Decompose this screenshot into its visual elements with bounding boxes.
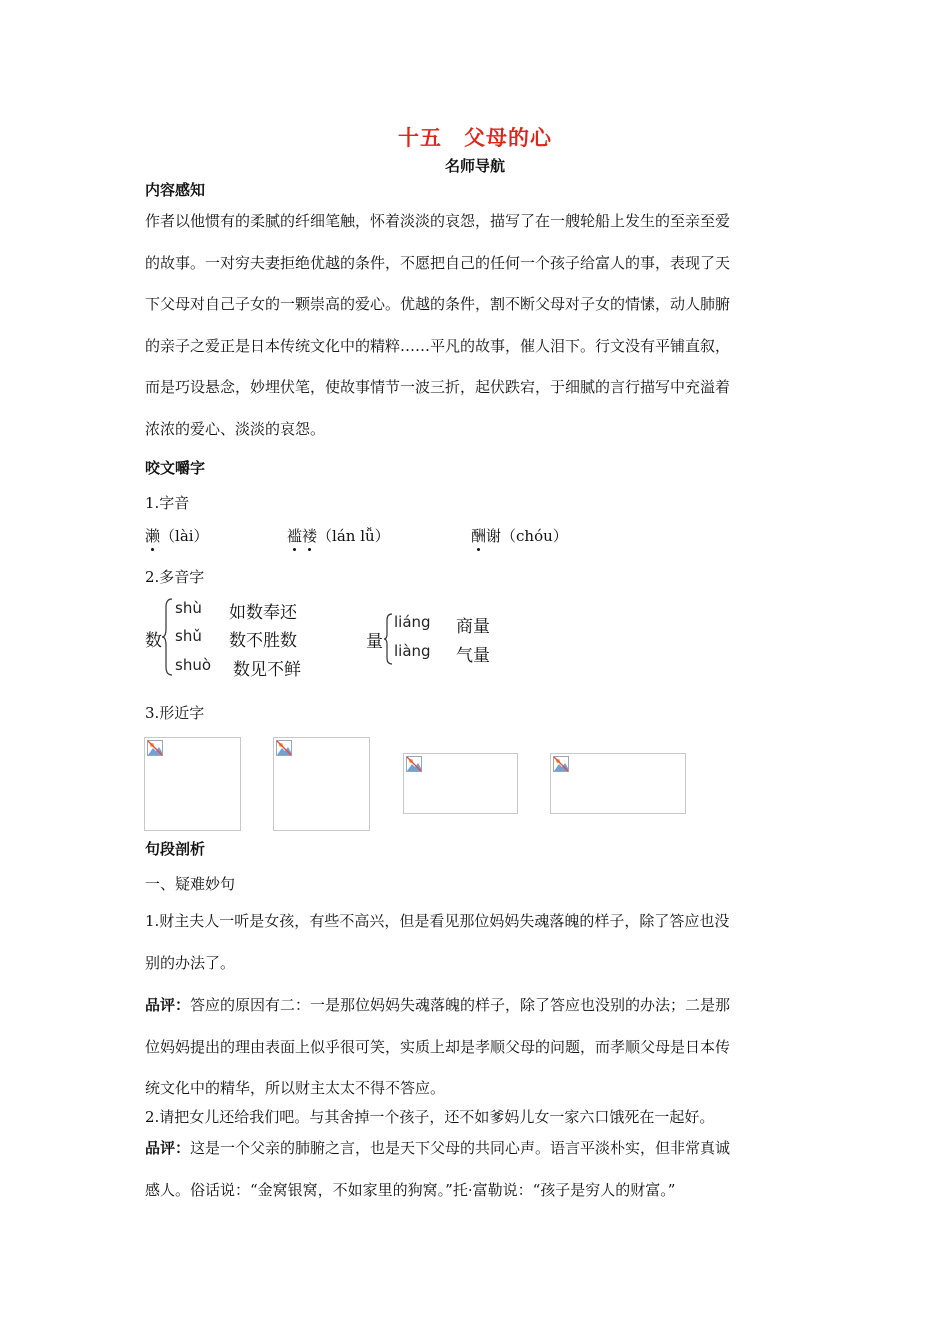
sentence-1 [145,901,810,984]
zi-yin-item [145,525,209,546]
pinyin: （lán lǚ） [317,527,390,545]
pinyin: shǔ [175,627,202,645]
comment-label: 品评： [145,996,191,1014]
image-placeholder [144,737,241,831]
pinyin: shù [175,599,202,617]
xing-jin-label: 3.形近字 [145,704,205,722]
paragraph-line: 1.财主夫人一听是女孩，有些不高兴，但是看见那位妈妈失魂落魄的样子，除了答应也没 [145,912,730,930]
paragraph-line: 感人。俗话说：“金窝银窝，不如家里的狗窝。”托·富勒说：“孩子是穷人的财富。” [145,1180,676,1199]
paragraph-line: 位妈妈提出的理由表面上似乎很可笑，实质上却是孝顺父母的问题，而孝顺父母是日本传 [145,1037,731,1056]
paragraph-line: 而是巧设悬念，妙埋伏笔，使故事情节一波三折，起伏跌宕，于细腻的言行描写中充溢着 [145,378,731,397]
zi-yin-item [287,525,390,546]
content-summary-paragraph [145,201,810,451]
paragraph-line: 答应的原因有二：一是那位妈妈失魂落魄的样子，除了答应也没别的办法；二是那 [190,996,731,1014]
section-heading-analysis: 句段剖析 [145,840,206,858]
section-heading-content: 内容感知 [145,181,206,199]
dotted-char: 酬 [471,527,487,545]
dotted-char: 褛 [302,527,318,545]
example-word: 如数奉还 [229,603,297,623]
image-placeholder [550,753,686,814]
section-heading-words: 咬文嚼字 [145,459,206,477]
paragraph-line: 下父母对自己子女的一颗崇高的爱心。优越的条件，割不断父母对子女的情愫，动人肺腑 [145,295,731,314]
paragraph-line: 这是一个父亲的肺腑之言，也是天下父母的共同心声。语言平淡朴实，但非常真诚 [190,1139,731,1157]
subsection-heading: 一、疑难妙句 [145,875,236,893]
example-word: 气量 [456,646,490,666]
broken-image-icon [276,740,292,756]
brace-icon [383,612,393,666]
broken-image-icon [147,740,163,756]
broken-image-icon [553,756,569,772]
pinyin: liáng [394,613,431,631]
zi-yin-label: 1.字音 [145,494,190,512]
broken-image-icon [406,756,422,772]
paragraph-line: 浓浓的爱心、淡淡的哀怨。 [145,419,326,438]
paragraph-line: 统文化中的精华，所以财主太太不得不答应。 [145,1079,446,1098]
pinyin: shuò [175,656,212,674]
comment-1 [145,985,810,1110]
pinyin: （lài） [160,527,209,545]
char: 谢 [486,527,502,545]
paragraph-line: 别的办法了。 [145,953,236,972]
paragraph-line: 作者以他惯有的柔腻的纤细笔触，怀着淡淡的哀怨，描写了在一艘轮船上发生的至亲至爱 [145,212,731,230]
polyphone-char-shu: 数 [145,631,162,651]
image-placeholder [273,737,370,831]
comment-2 [145,1128,810,1211]
page-title: 十五 父母的心 [398,126,552,150]
example-word: 数见不鲜 [233,660,301,680]
paragraph-line: 的亲子之爱正是日本传统文化中的精粹……平凡的故事，催人泪下。行文没有平铺直叙， [145,336,731,355]
sentence-2: 2.请把女儿还给我们吧。与其舍掉一个孩子，还不如爹妈儿女一家六口饿死在一起好。 [145,1108,715,1126]
duo-yin-label: 2.多音字 [145,568,205,586]
dotted-char: 褴 [287,527,303,545]
example-word: 数不胜数 [229,631,297,651]
page-subtitle: 名师导航 [444,157,505,175]
pinyin: liàng [394,642,431,660]
zi-yin-item [471,525,568,546]
paragraph-line: 的故事。一对穷夫妻拒绝优越的条件，不愿把自己的任何一个孩子给富人的事，表现了天 [145,253,731,272]
comment-label: 品评： [145,1139,191,1157]
example-word: 商量 [456,617,490,637]
dotted-char: 濑 [145,527,161,545]
polyphone-char-liang: 量 [366,632,383,652]
image-placeholder [403,753,518,814]
brace-icon [161,597,173,677]
pinyin: （chóu） [501,527,568,545]
